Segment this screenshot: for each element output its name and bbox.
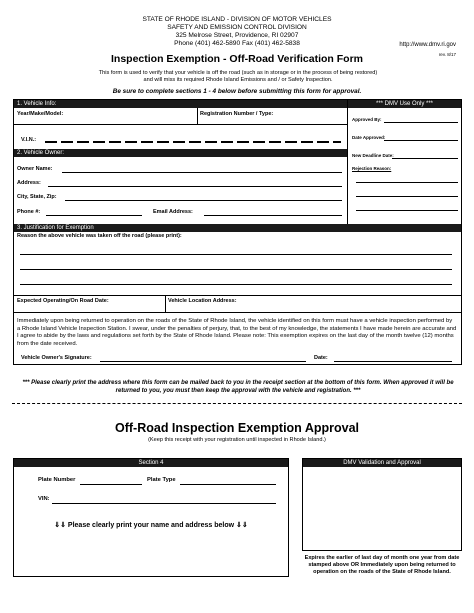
dmv-validation-box — [302, 458, 462, 551]
expected-date-label: Expected Operating/On Road Date: — [17, 298, 109, 304]
approval-vin-field[interactable] — [52, 503, 276, 504]
vin-field[interactable] — [45, 141, 341, 143]
mailing-notice: *** Please clearly print the address where this form can be mailed back to you in the receipt section at the bottom of this form. When approved it will be returned to you, you must then keep the approval with the vehicle and registration. *** — [22, 380, 454, 394]
agency-line-2: SAFETY AND EMISSION CONTROL DIVISION — [167, 24, 307, 31]
signature-date-field[interactable] — [334, 361, 452, 362]
plate-type-field[interactable] — [180, 484, 276, 485]
city-state-zip-label: City, State, Zip: — [17, 194, 57, 200]
agency-address: 325 Melrose Street, Providence, RI 02907 — [175, 32, 299, 39]
rejection-line-3[interactable] — [356, 210, 458, 211]
address-field[interactable] — [48, 186, 342, 187]
declaration-text: Immediately upon being returned to operation on the roads of the State of Rhode Island, the vehicle identified on this form must have a vehicle inspection performed by a Rhode Island Vehicle Inspection Station. I swear, under the penalties of perjury, that, to the best of my knowledge, the statements I have made herein are accurate and I agree to abide by the laws and regulations set forth by the State of Rhode Island. Please note: This exemption expires on the last day of the month twelve (12) months from the date received. — [17, 318, 457, 347]
email-label: Email Address: — [153, 209, 193, 215]
agency-phone-fax: Phone (401) 462-5890 Fax (401) 462-5838 — [174, 40, 300, 47]
expiry-note: Expires the earlier of last day of month one year from date stamped above OR Immediately upon being returned to operation on the roads of the State of Rhode Island. — [304, 555, 460, 576]
email-field[interactable] — [204, 215, 342, 216]
approval-title: Off-Road Inspection Exemption Approval — [115, 421, 359, 435]
city-state-zip-field[interactable] — [65, 200, 342, 201]
dmv-validation-header: DMV Validation and Approval — [303, 459, 461, 467]
agency-line-1: STATE OF RHODE ISLAND - DIVISION OF MOTOR VEHICLES — [142, 16, 332, 23]
reason-line-3[interactable] — [20, 284, 452, 285]
reason-label: Reason the above vehicle was taken off the road (please print): — [17, 233, 182, 239]
rejection-label: Rejection Reason: — [352, 166, 392, 171]
s1-rule — [14, 124, 347, 125]
dmv-divider — [347, 100, 348, 224]
approved-by-label: Approved By: — [352, 117, 382, 122]
form-title: Inspection Exemption - Off-Road Verification Form — [110, 53, 364, 65]
year-make-model-label: Year/Make/Model: — [17, 111, 64, 117]
section3-header: 3. Justification for Exemption — [14, 224, 461, 232]
phone-label: Phone #: — [17, 209, 41, 215]
phone-field[interactable] — [46, 215, 142, 216]
form-intro: This form is used to verify that your vehicle is off the road (such as in storage or in the process of being restored) and will miss its required Rhode Island Emissions and / or Safety Inspection. — [98, 70, 378, 83]
plate-type-label: Plate Type — [147, 477, 176, 483]
registration-label: Registration Number / Type: — [200, 111, 274, 117]
vin-label: V.I.N.: — [21, 137, 37, 143]
owner-name-field[interactable] — [62, 172, 342, 173]
signature-date-label: Date: — [314, 355, 328, 361]
print-instruction: ⇓⇓ Please clearly print your name and address below ⇓⇓ — [54, 522, 248, 529]
reason-line-2[interactable] — [20, 269, 452, 270]
form-instruction: Be sure to complete sections 1 - 4 below before submitting this form for approval. — [112, 88, 362, 95]
section4-header: Section 4 — [14, 459, 288, 467]
location-label: Vehicle Location Address: — [168, 298, 237, 304]
dmv-use-header: *** DMV Use Only *** — [348, 100, 461, 108]
new-deadline-field[interactable] — [392, 158, 458, 159]
approved-by-field[interactable] — [384, 122, 458, 123]
date-approved-label: Date Approved: — [352, 135, 386, 140]
signature-label: Vehicle Owner's Signature: — [21, 355, 92, 361]
rejection-line-2[interactable] — [356, 196, 458, 197]
new-deadline-label: New Deadline Date: — [352, 153, 394, 158]
date-approved-field[interactable] — [384, 140, 458, 141]
approval-subtitle: (Keep this receipt with your registration until inspected in Rhode Island.) — [148, 437, 326, 443]
reason-line-1[interactable] — [20, 254, 452, 255]
approval-vin-label: VIN: — [38, 496, 50, 502]
rejection-line-1[interactable] — [356, 182, 458, 183]
s3-rule-bottom — [14, 312, 461, 313]
s3-divider — [165, 295, 166, 312]
revision-label: rev. 8/17 — [438, 52, 456, 57]
s1-divider — [197, 108, 198, 124]
owner-name-label: Owner Name: — [17, 166, 53, 172]
section1-header: 1. Vehicle Info: — [14, 100, 347, 108]
website-link[interactable]: http://www.dmv.ri.gov — [399, 42, 456, 48]
section4-box — [13, 458, 289, 577]
plate-number-field[interactable] — [80, 484, 142, 485]
s3-rule-top — [14, 295, 461, 296]
address-label: Address: — [17, 180, 41, 186]
plate-number-label: Plate Number — [38, 477, 76, 483]
section2-header: 2. Vehicle Owner: — [14, 149, 347, 157]
cut-line — [12, 403, 462, 404]
signature-field[interactable] — [100, 361, 306, 362]
